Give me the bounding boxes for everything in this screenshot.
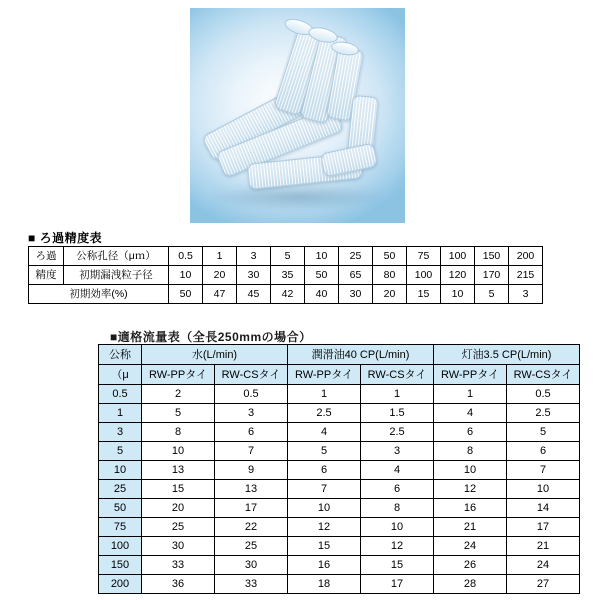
row-item-nominal-pore: 公称孔径（μｍ）	[64, 247, 169, 266]
cell: 3	[215, 404, 288, 423]
cell: 9	[215, 461, 288, 480]
cell: 75	[407, 247, 441, 266]
cell: 0.5	[507, 385, 580, 404]
cell: 6	[361, 480, 434, 499]
cell: 12	[361, 537, 434, 556]
cell: 1	[288, 385, 361, 404]
cell: 80	[373, 266, 407, 285]
cell: 13	[215, 480, 288, 499]
cell: 7	[215, 442, 288, 461]
cell: 4	[288, 423, 361, 442]
cell: 3	[237, 247, 271, 266]
cell: 20	[373, 285, 407, 304]
cell: 10	[441, 285, 475, 304]
row-item-initial-leak: 初期漏洩粒子径	[64, 266, 169, 285]
cell: 1	[434, 385, 507, 404]
cell: 22	[215, 518, 288, 537]
cell: 10	[361, 518, 434, 537]
cell: 5	[475, 285, 509, 304]
cell: 33	[215, 575, 288, 594]
cell: 215	[509, 266, 543, 285]
cell: 5	[288, 442, 361, 461]
col-group-lube-oil: 潤滑油40 CP(L/min)	[288, 345, 434, 365]
table-row	[99, 556, 580, 575]
col-subheader: RW-CSタイ	[507, 365, 580, 385]
cell: 6	[507, 442, 580, 461]
cell: 13	[142, 461, 215, 480]
col-header-nominal-unit: （μ	[99, 365, 142, 385]
cell: 28	[434, 575, 507, 594]
col-subheader: RW-PPタイ	[288, 365, 361, 385]
cell: 30	[339, 285, 373, 304]
cell: 15	[142, 480, 215, 499]
cell: 1	[361, 385, 434, 404]
cell: 30	[237, 266, 271, 285]
cell: 10	[288, 499, 361, 518]
cell: 16	[434, 499, 507, 518]
product-image	[190, 8, 405, 223]
cell: 7	[288, 480, 361, 499]
table-row	[99, 518, 580, 537]
cell: 3	[509, 285, 543, 304]
col-group-kerosene: 灯油3.5 CP(L/min)	[434, 345, 580, 365]
table-row	[99, 499, 580, 518]
row-header-nominal: 3	[99, 423, 142, 442]
cell: 40	[305, 285, 339, 304]
row-header-nominal: 5	[99, 442, 142, 461]
table-header-row	[99, 345, 580, 365]
cell: 24	[434, 537, 507, 556]
cell: 50	[373, 247, 407, 266]
cell: 4	[434, 404, 507, 423]
cell: 10	[507, 480, 580, 499]
cell: 45	[237, 285, 271, 304]
table-row	[29, 247, 543, 266]
cell: 7	[507, 461, 580, 480]
col-subheader: RW-PPタイ	[434, 365, 507, 385]
cell: 12	[288, 518, 361, 537]
cell: 42	[271, 285, 305, 304]
cell: 21	[434, 518, 507, 537]
row-header-nominal: 200	[99, 575, 142, 594]
cell: 27	[507, 575, 580, 594]
table-row	[99, 385, 580, 404]
cell: 5	[271, 247, 305, 266]
cell: 35	[271, 266, 305, 285]
table-row	[99, 480, 580, 499]
cell: 10	[142, 442, 215, 461]
row-item-initial-efficiency: 初期効率(%)	[29, 285, 169, 304]
cell: 0.5	[169, 247, 203, 266]
cell: 17	[507, 518, 580, 537]
row-header-nominal: 25	[99, 480, 142, 499]
cell: 25	[339, 247, 373, 266]
cell: 10	[305, 247, 339, 266]
table-row	[99, 461, 580, 480]
cell: 33	[142, 556, 215, 575]
accuracy-table-heading: ■ ろ過精度表	[28, 231, 103, 245]
cell: 120	[441, 266, 475, 285]
cell: 1	[203, 247, 237, 266]
filter-cartridges-photo	[190, 8, 405, 223]
flow-rate-table	[98, 344, 580, 594]
cell: 2.5	[361, 423, 434, 442]
accuracy-table-body	[29, 247, 543, 304]
table-row	[99, 537, 580, 556]
cell: 6	[434, 423, 507, 442]
row-header-nominal: 0.5	[99, 385, 142, 404]
row-header-nominal: 150	[99, 556, 142, 575]
cell: 2.5	[288, 404, 361, 423]
cell: 10	[434, 461, 507, 480]
cell: 14	[507, 499, 580, 518]
cell: 12	[434, 480, 507, 499]
cell: 50	[305, 266, 339, 285]
row-header-nominal: 100	[99, 537, 142, 556]
cell: 21	[507, 537, 580, 556]
row-label-accuracy: 精度	[29, 266, 64, 285]
row-header-nominal: 10	[99, 461, 142, 480]
cell: 100	[407, 266, 441, 285]
cell: 4	[361, 461, 434, 480]
cell: 47	[203, 285, 237, 304]
cell: 18	[288, 575, 361, 594]
cell: 8	[361, 499, 434, 518]
cell: 26	[434, 556, 507, 575]
table-row	[29, 266, 543, 285]
table-row	[29, 285, 543, 304]
cell: 100	[441, 247, 475, 266]
cell: 6	[215, 423, 288, 442]
cell: 2.5	[507, 404, 580, 423]
cell: 5	[142, 404, 215, 423]
cell: 16	[288, 556, 361, 575]
table-row	[99, 575, 580, 594]
table-row	[99, 404, 580, 423]
cell: 6	[288, 461, 361, 480]
col-group-water: 水(L/min)	[142, 345, 288, 365]
cell: 20	[142, 499, 215, 518]
row-header-nominal: 75	[99, 518, 142, 537]
cell: 5	[507, 423, 580, 442]
cell: 8	[434, 442, 507, 461]
cell: 3	[361, 442, 434, 461]
col-subheader: RW-CSタイ	[215, 365, 288, 385]
cell: 15	[407, 285, 441, 304]
table-row	[99, 442, 580, 461]
cell: 17	[215, 499, 288, 518]
cell: 24	[507, 556, 580, 575]
cell: 15	[361, 556, 434, 575]
row-header-nominal: 50	[99, 499, 142, 518]
cell: 30	[215, 556, 288, 575]
flow-table-body	[99, 345, 580, 594]
cell: 50	[169, 285, 203, 304]
flow-table-heading: ■適格流量表（全長250mmの場合）	[110, 330, 312, 344]
photo-shadow	[212, 184, 382, 210]
cell: 1.5	[361, 404, 434, 423]
filtration-accuracy-table	[28, 246, 543, 304]
row-label-filtration: ろ過	[29, 247, 64, 266]
cell: 20	[203, 266, 237, 285]
cell: 150	[475, 247, 509, 266]
table-subheader-row	[99, 365, 580, 385]
cartridge-short-2	[320, 143, 378, 178]
cell: 25	[215, 537, 288, 556]
cell: 170	[475, 266, 509, 285]
table-row	[99, 423, 580, 442]
cell: 15	[288, 537, 361, 556]
cell: 25	[142, 518, 215, 537]
cell: 65	[339, 266, 373, 285]
col-subheader: RW-CSタイ	[361, 365, 434, 385]
cell: 0.5	[215, 385, 288, 404]
cell: 10	[169, 266, 203, 285]
cell: 8	[142, 423, 215, 442]
cell: 30	[142, 537, 215, 556]
cell: 200	[509, 247, 543, 266]
cell: 36	[142, 575, 215, 594]
row-header-nominal: 1	[99, 404, 142, 423]
cell: 2	[142, 385, 215, 404]
col-subheader: RW-PPタイ	[142, 365, 215, 385]
cell: 17	[361, 575, 434, 594]
col-header-nominal: 公称	[99, 345, 142, 365]
